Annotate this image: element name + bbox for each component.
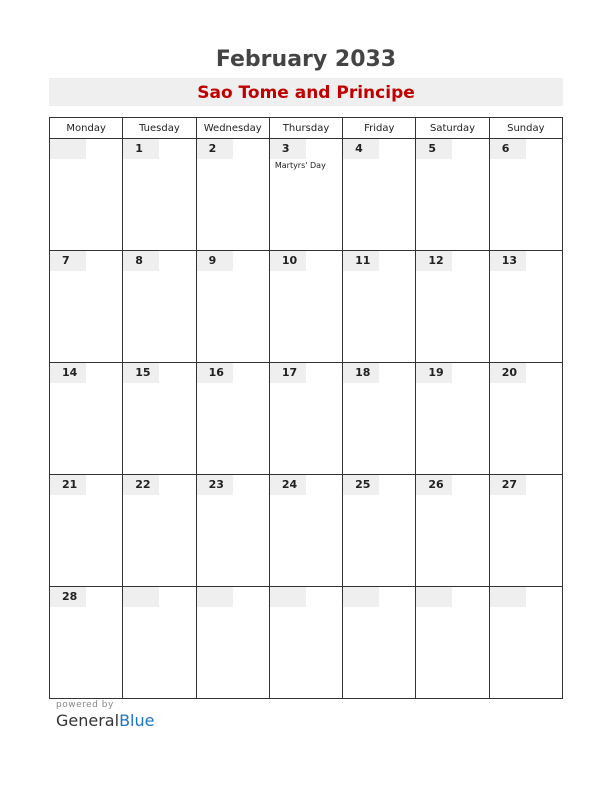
- day-number: 2: [197, 139, 233, 159]
- day-cell: [489, 363, 562, 475]
- weekday-header-row: [50, 118, 563, 139]
- powered-by-text: powered by: [56, 700, 114, 710]
- day-cell: [196, 251, 269, 363]
- day-cell: [489, 475, 562, 587]
- day-number: 26: [416, 475, 452, 495]
- day-cell: [416, 587, 489, 699]
- holiday-label: Martyrs' Day: [274, 161, 326, 170]
- day-number: 28: [50, 587, 86, 607]
- day-cell: [50, 251, 123, 363]
- week-row: [50, 475, 563, 587]
- day-number: 16: [197, 363, 233, 383]
- day-cell: [196, 587, 269, 699]
- day-number: 5: [416, 139, 452, 159]
- day-cell: [269, 363, 342, 475]
- day-number: 18: [343, 363, 379, 383]
- calendar-grid: [49, 117, 563, 699]
- day-number: 23: [197, 475, 233, 495]
- day-cell: [269, 587, 342, 699]
- day-number: 19: [416, 363, 452, 383]
- day-cell: [343, 251, 416, 363]
- day-cell: [489, 587, 562, 699]
- weekday-thursday: Thursday: [269, 118, 342, 139]
- day-cell: [50, 587, 123, 699]
- day-number: 27: [490, 475, 526, 495]
- day-cell: [123, 139, 196, 251]
- day-number: 17: [270, 363, 306, 383]
- day-number: [123, 587, 159, 607]
- day-number: 22: [123, 475, 159, 495]
- day-number: 6: [490, 139, 526, 159]
- week-row: [50, 587, 563, 699]
- brand-blue: Blue: [119, 711, 155, 730]
- day-cell: [269, 139, 342, 251]
- day-number: 20: [490, 363, 526, 383]
- day-cell: [269, 475, 342, 587]
- day-cell: [416, 251, 489, 363]
- day-number: [416, 587, 452, 607]
- day-number: 25: [343, 475, 379, 495]
- day-cell: [489, 139, 562, 251]
- day-cell: [489, 251, 562, 363]
- day-number: 9: [197, 251, 233, 271]
- footer: [56, 700, 154, 730]
- day-cell: [123, 475, 196, 587]
- week-row: [50, 251, 563, 363]
- weekday-saturday: Saturday: [416, 118, 489, 139]
- day-number: 10: [270, 251, 306, 271]
- day-number: 13: [490, 251, 526, 271]
- day-cell: [343, 587, 416, 699]
- day-cell: [416, 363, 489, 475]
- day-number: [490, 587, 526, 607]
- day-cell: [416, 475, 489, 587]
- day-number: 1: [123, 139, 159, 159]
- day-cell: [50, 475, 123, 587]
- weekday-tuesday: Tuesday: [123, 118, 196, 139]
- day-cell: [50, 363, 123, 475]
- weekday-friday: Friday: [343, 118, 416, 139]
- day-cell: [123, 251, 196, 363]
- day-number: 4: [343, 139, 379, 159]
- day-number: 12: [416, 251, 452, 271]
- week-row: [50, 139, 563, 251]
- day-cell: [196, 363, 269, 475]
- day-cell: [416, 139, 489, 251]
- day-cell: [343, 139, 416, 251]
- brand-general: General: [56, 711, 120, 730]
- day-cell: [196, 139, 269, 251]
- day-cell: [123, 363, 196, 475]
- day-cell: [196, 475, 269, 587]
- day-number: 7: [50, 251, 86, 271]
- day-number: 8: [123, 251, 159, 271]
- day-cell: [123, 587, 196, 699]
- day-cell: [269, 251, 342, 363]
- day-number: 14: [50, 363, 86, 383]
- day-cell: [343, 363, 416, 475]
- day-number: [197, 587, 233, 607]
- day-number: [50, 139, 86, 159]
- day-number: [270, 587, 306, 607]
- weekday-sunday: Sunday: [489, 118, 562, 139]
- weekday-wednesday: Wednesday: [196, 118, 269, 139]
- day-number: 21: [50, 475, 86, 495]
- day-number: 11: [343, 251, 379, 271]
- day-number: [343, 587, 379, 607]
- week-row: [50, 363, 563, 475]
- page-title: February 2033: [215, 47, 397, 72]
- brand-logo[interactable]: [56, 711, 154, 730]
- day-number: 15: [123, 363, 159, 383]
- day-cell: [343, 475, 416, 587]
- day-cell: [50, 139, 123, 251]
- day-number: 3: [270, 139, 306, 159]
- weekday-monday: Monday: [50, 118, 123, 139]
- day-number: 24: [270, 475, 306, 495]
- country-banner: Sao Tome and Principe: [49, 78, 563, 106]
